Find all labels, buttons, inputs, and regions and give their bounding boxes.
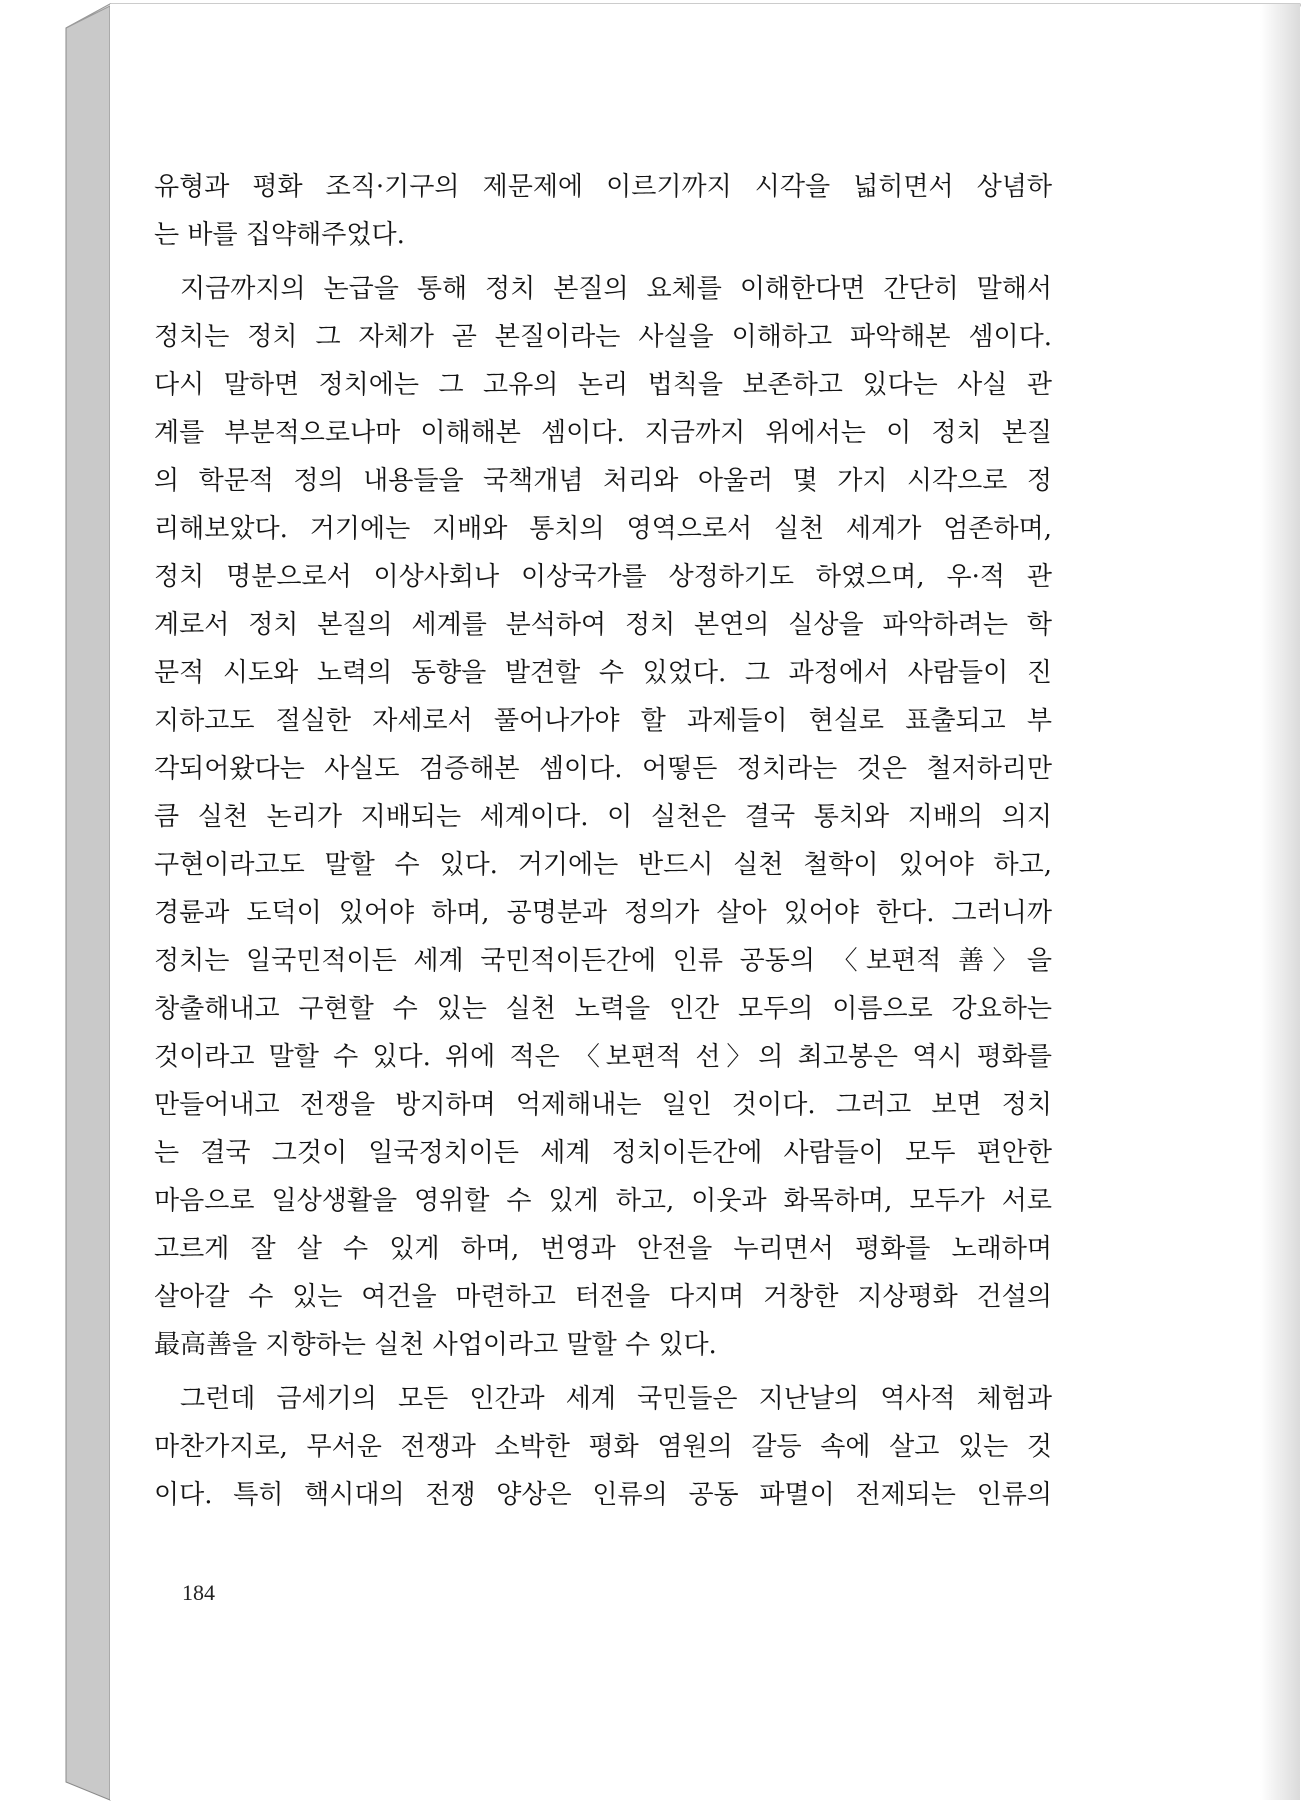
text-line: 계를 부분적으로나마 이해해본 셈이다. 지금까지 위에서는 이 정치 본질 (154, 418, 1052, 448)
text-line: 그런데 금세기의 모든 인간과 세계 국민들은 지난날의 역사적 체험과 (180, 1384, 1052, 1414)
paragraph (154, 163, 1052, 259)
body-text (154, 163, 1052, 1519)
paragraph (154, 265, 1052, 1369)
text-line: 창출해내고 구현할 수 있는 실천 노력을 인간 모두의 이름으로 강요하는 (154, 994, 1052, 1024)
paragraph (154, 1375, 1052, 1519)
text-line: 구현이라고도 말할 수 있다. 거기에는 반드시 실천 철학이 있어야 하고, (154, 850, 1052, 880)
text-line: 각되어왔다는 사실도 검증해본 셈이다. 어떻든 정치라는 것은 철저하리만 (154, 754, 1052, 784)
text-line: 의 학문적 정의 내용들을 국책개념 처리와 아울러 몇 가지 시각으로 정 (154, 466, 1052, 496)
text-line: 유형과 평화 조직·기구의 제문제에 이르기까지 시각을 넓히면서 상념하 (154, 172, 1052, 202)
text-line: 는 바를 집약해주었다. (154, 220, 405, 250)
page-number: 184 (182, 1580, 215, 1605)
text-line: 리해보았다. 거기에는 지배와 통치의 영역으로서 실천 세계가 엄존하며, (154, 514, 1052, 544)
page-edge-shadow (1260, 4, 1300, 1800)
text-line: 이다. 특히 핵시대의 전쟁 양상은 인류의 공동 파멸이 전제되는 인류의 (154, 1480, 1052, 1510)
text-line: 는 결국 그것이 일국정치이든 세계 정치이든간에 사람들이 모두 편안한 (154, 1138, 1052, 1168)
text-line: 큼 실천 논리가 지배되는 세계이다. 이 실천은 결국 통치와 지배의 의지 (154, 802, 1052, 832)
text-line: 고르게 잘 살 수 있게 하며, 번영과 안전을 누리면서 평화를 노래하며 (154, 1234, 1052, 1264)
text-line: 마음으로 일상생활을 영위할 수 있게 하고, 이웃과 화목하며, 모두가 서로 (154, 1186, 1052, 1216)
text-line: 계로서 정치 본질의 세계를 분석하여 정치 본연의 실상을 파악하려는 학 (154, 610, 1052, 640)
text-line: 만들어내고 전쟁을 방지하며 억제해내는 일인 것이다. 그러고 보면 정치 (154, 1090, 1052, 1120)
text-line: 지금까지의 논급을 통해 정치 본질의 요체를 이해한다면 간단히 말해서 (180, 274, 1052, 304)
text-line: 정치는 일국민적이든 세계 국민적이든간에 인류 공동의 〈보편적 善〉을 (154, 946, 1052, 976)
text-line: 마찬가지로, 무서운 전쟁과 소박한 평화 염원의 갈등 속에 살고 있는 것 (154, 1432, 1052, 1462)
text-line: 것이라고 말할 수 있다. 위에 적은 〈보편적 선〉의 최고봉은 역시 평화를 (154, 1042, 1052, 1072)
text-line: 살아갈 수 있는 여건을 마련하고 터전을 다지며 거창한 지상평화 건설의 (154, 1282, 1052, 1312)
text-line: 문적 시도와 노력의 동향을 발견할 수 있었다. 그 과정에서 사람들이 진 (154, 658, 1052, 688)
text-line: 다시 말하면 정치에는 그 고유의 논리 법칙을 보존하고 있다는 사실 관 (154, 370, 1052, 400)
text-line: 경륜과 도덕이 있어야 하며, 공명분과 정의가 살아 있어야 한다. 그러니까 (154, 898, 1052, 928)
text-line: 最高善을 지향하는 실천 사업이라고 말할 수 있다. (154, 1330, 717, 1360)
text-line: 정치 명분으로서 이상사회나 이상국가를 상정하기도 하였으며, 우·적 관 (154, 562, 1052, 592)
text-line: 지하고도 절실한 자세로서 풀어나가야 할 과제들이 현실로 표출되고 부 (154, 706, 1052, 736)
text-line: 정치는 정치 그 자체가 곧 본질이라는 사실을 이해하고 파악해본 셈이다. (154, 322, 1052, 352)
